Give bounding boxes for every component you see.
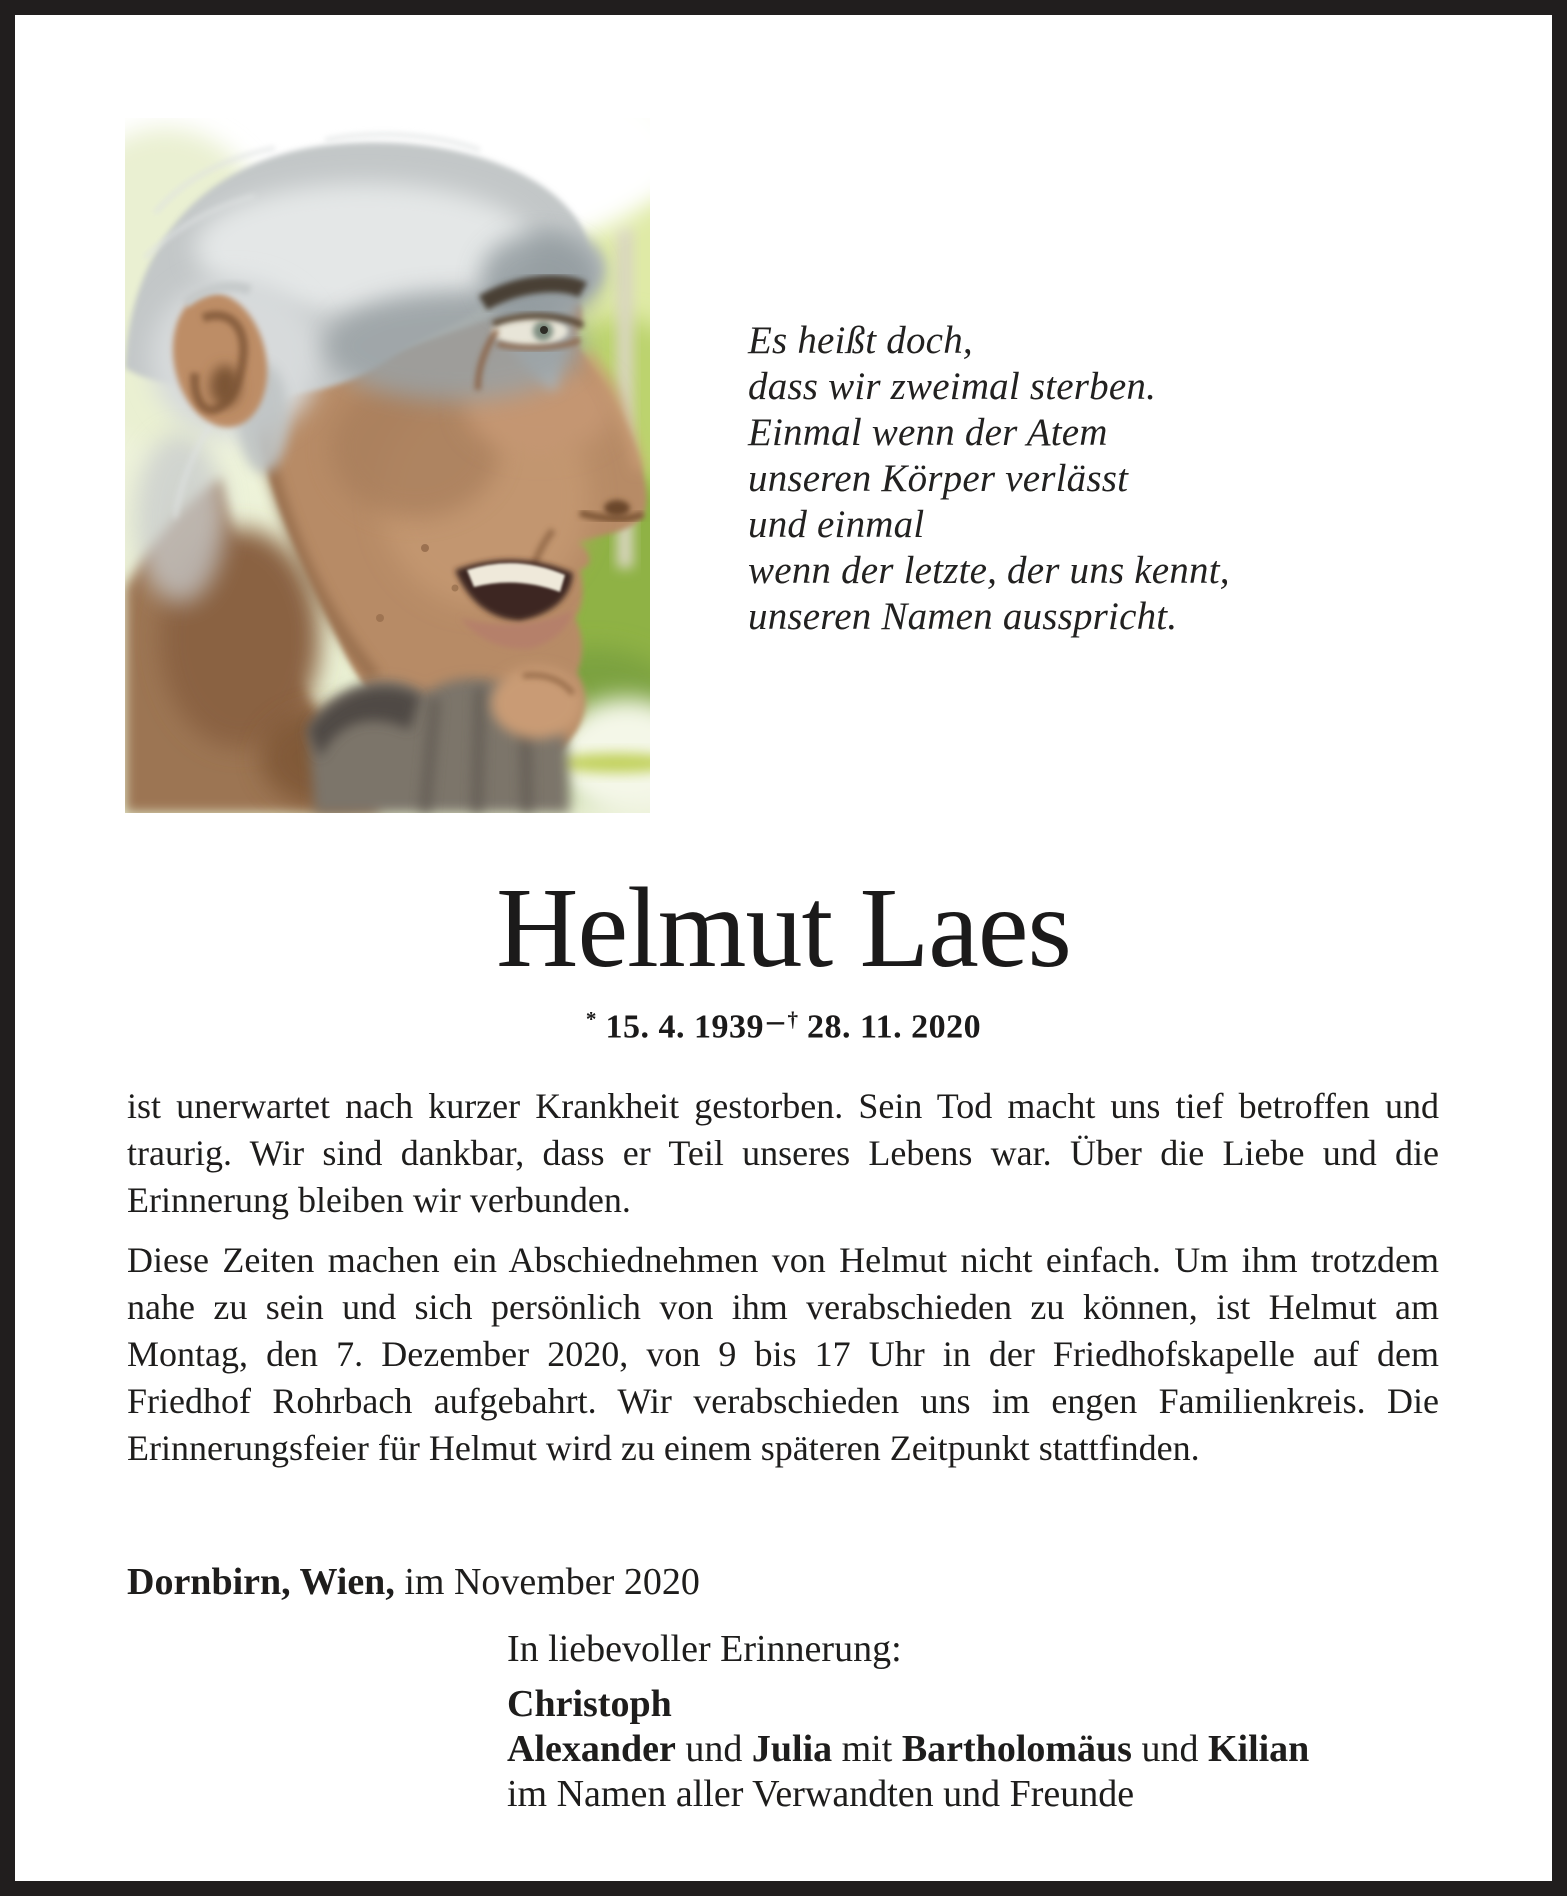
mourners-block <box>507 1627 1309 1817</box>
place-names: Dornbirn, Wien, <box>127 1561 395 1603</box>
poem-line: unseren Namen ausspricht. <box>748 595 1178 638</box>
remembrance-intro: In liebevoller Erinnerung: <box>507 1628 902 1670</box>
poem-line: dass wir zweimal sterben. <box>748 365 1157 408</box>
place-date-line <box>127 1560 700 1604</box>
poem <box>748 318 1230 640</box>
death-cross-symbol: † <box>787 1007 798 1031</box>
month-year: im November 2020 <box>404 1561 700 1603</box>
mourner-line-2: Alexander und Julia mit Bartholomäus und Kilian <box>507 1728 1310 1770</box>
birth-date: 15. 4. 1939 <box>605 1008 764 1046</box>
obituary-paragraph-2: Diese Zeiten machen ein Abschiednehmen von Helmut nicht einfach. Um ihm trotzdem nahe zu sein und sich persönlich von ihm verabschieden zu können, ist Helmut am Montag, den 7. Dezember 2020, von 9 bis 17 Uhr in der Friedhofskapelle auf dem Friedhof Rohrbach aufgebahrt. Wir verabschieden uns im engen Familienkreis. Die Erinnerungsfeier für Helmut wird zu einem späteren Zeitpunkt stattfinden. <box>127 1240 1439 1468</box>
obituary-paragraph-1: ist unerwartet nach kurzer Krankheit gestorben. Sein Tod macht uns tief betroffen und traurig. Wir sind dankbar, dass er Teil unseres Lebens war. Über die Liebe und die Erinnerung bleiben wir verbunden. <box>127 1086 1439 1220</box>
poem-line: wenn der letzte, der uns kennt, <box>748 549 1230 592</box>
death-date: 28. 11. 2020 <box>806 1008 982 1046</box>
life-dates <box>15 1002 1552 1047</box>
mourners-footer: im Namen aller Verwandten und Freunde <box>507 1773 1135 1815</box>
deceased-name: Helmut Laes <box>496 864 1071 991</box>
portrait-photo <box>125 118 650 813</box>
poem-line: Es heißt doch, <box>748 319 973 362</box>
portrait-photo-image <box>125 118 650 813</box>
dates-dash: – <box>766 1002 785 1040</box>
poem-line: und einmal <box>748 503 925 546</box>
obituary-text <box>127 1083 1439 1485</box>
mourner-line-1: Christoph <box>507 1683 672 1725</box>
poem-line: unseren Körper verlässt <box>748 457 1129 500</box>
birth-star-symbol: * <box>585 1007 597 1031</box>
poem-line: Einmal wenn der Atem <box>748 411 1108 454</box>
